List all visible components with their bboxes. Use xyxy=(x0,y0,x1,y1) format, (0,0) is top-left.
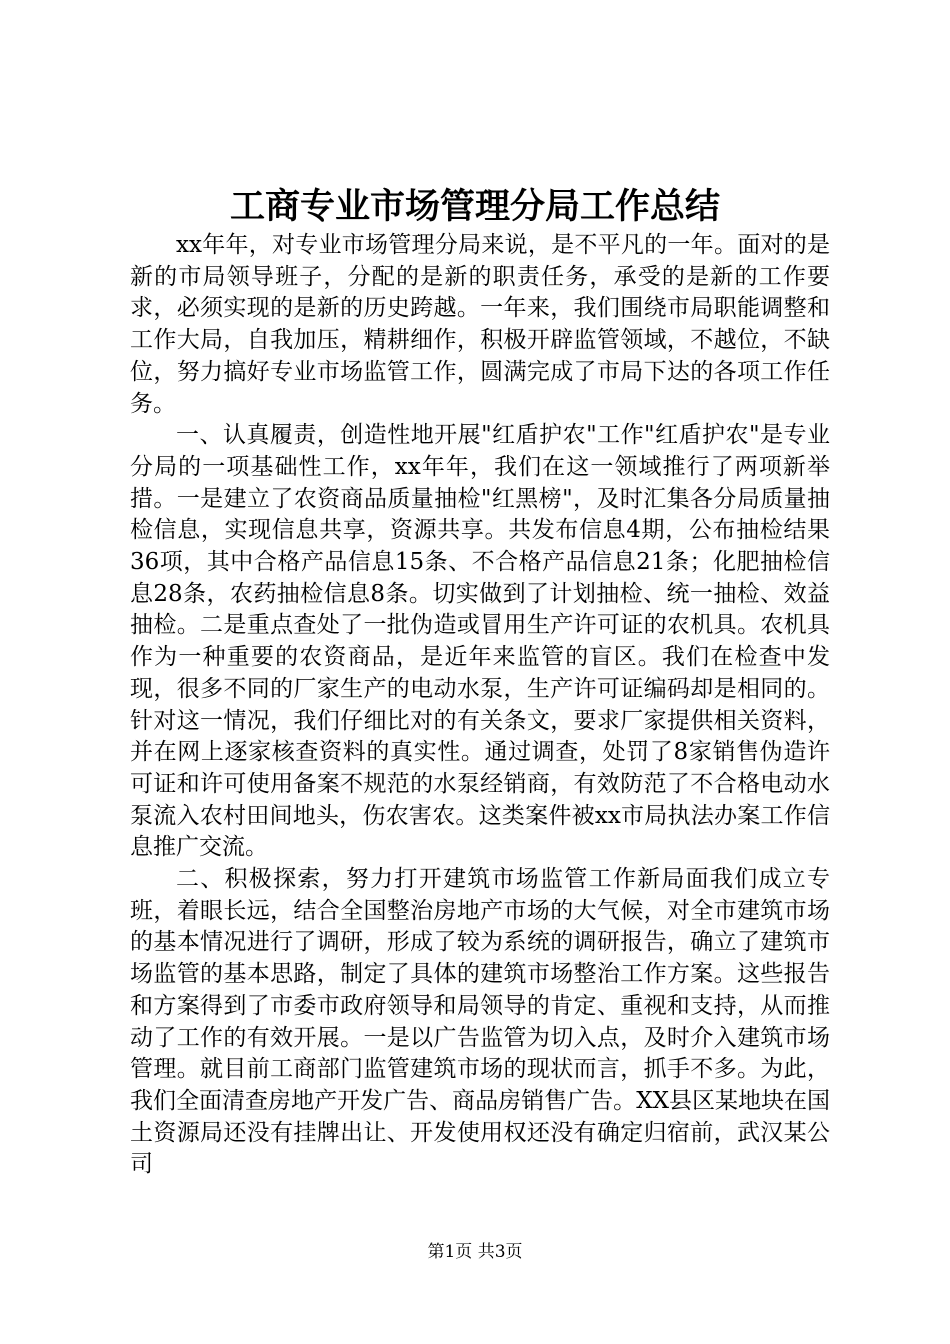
page-number: 第1页 共3页 xyxy=(427,1242,523,1262)
document-title: 工商专业市场管理分局工作总结 xyxy=(229,186,720,227)
document-body xyxy=(130,230,830,1181)
paragraph-3: 二、积极探索，努力打开建筑市场监管工作新局面我们成立专班，着眼长远，结合全国整治房地产市场的大气候，对全市建筑市场的基本情况进行了调研，形成了较为系统的调研报告，确立了建筑市场监管的基本思路，制定了具体的建筑市场整治工作方案。这些报告和方案得到了市委市政府领导和局领导的肯定、重视和支持，从而推动了工作的有效开展。一是以广告监管为切入点，及时介入建筑市场管理。就目前工商部门监管建筑市场的现状而言，抓手不多。为此，我们全面清查房地产开发广告、商品房销售广告。XX县区某地块在国土资源局还没有挂牌出让、开发使用权还没有确定归宿前，武汉某公司 xyxy=(130,866,830,1178)
paragraph-2: 一、认真履责，创造性地开展"红盾护农"工作"红盾护农"是专业分局的一项基础性工作，xx年年，我们在这一领域推行了两项新举措。一是建立了农资商品质量抽检"红黑榜"，及时汇集各分局质量抽检信息，实现信息共享，资源共享。共发布信息4期，公布抽检结果36项，其中合格产品信息15条、不合格产品信息21条；化肥抽检信息28条，农药抽检信息8条。切实做到了计划抽检、统一抽检、效益抽检。二是重点查处了一批伪造或冒用生产许可证的农机具。农机具作为一种重要的农资商品，是近年来监管的盲区。我们在检查中发现，很多不同的厂家生产的电动水泵，生产许可证编码却是相同的。针对这一情况，我们仔细比对的有关条文，要求厂家提供相关资料，并在网上逐家核查资料的真实性。通过调查，处罚了8家销售伪造许可证和许可使用备案不规范的水泵经销商，有效防范了不合格电动水泵流入农村田间地头，伤农害农。这类案件被xx市局执法办案工作信息推广交流。 xyxy=(130,422,830,861)
paragraph-1: xx年年，对专业市场管理分局来说，是不平凡的一年。面对的是新的市局领导班子，分配的是新的职责任务，承受的是新的工作要求，必须实现的是新的历史跨越。一年来，我们围绕市局职能调整和工作大局，自我加压，精耕细作，积极开辟监管领域，不越位，不缺位，努力搞好专业市场监管工作，圆满完成了市局下达的各项工作任务。 xyxy=(130,232,830,417)
